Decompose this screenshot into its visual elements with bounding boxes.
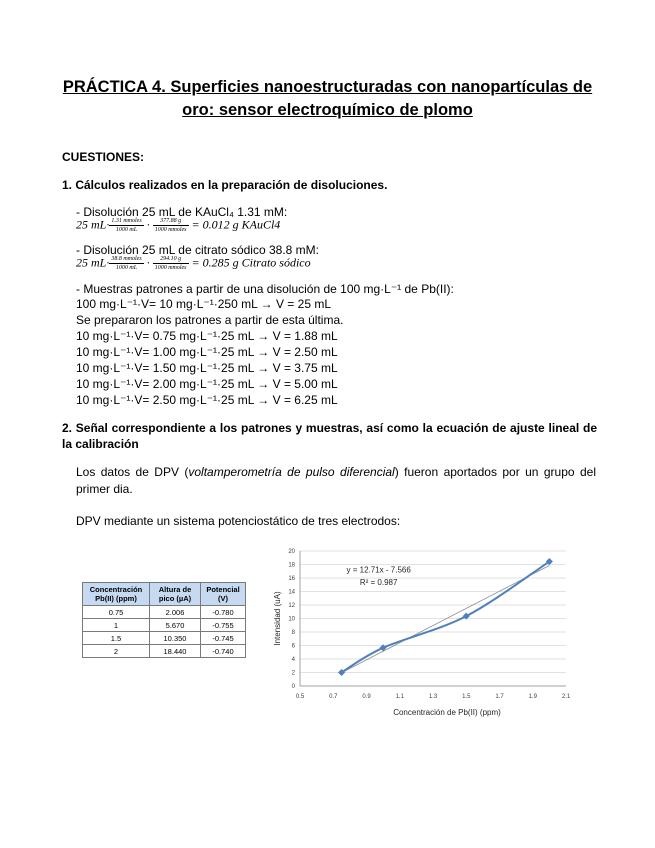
dpv-system-paragraph: DPV mediante un sistema potenciostático de tres electrodos:	[76, 514, 401, 528]
table-cell: 1	[83, 619, 150, 632]
trendline-equation: y = 12.71x - 7.566	[346, 565, 411, 575]
fraction-denominator: 1000 mmoles	[154, 265, 187, 271]
table-header-cell: Potencial (V)	[201, 583, 246, 606]
y-axis-label: Intensidad (uA)	[273, 591, 282, 646]
table-row	[83, 645, 246, 658]
y-tick-label: 4	[291, 657, 295, 663]
fraction-numerator: 377.88 g	[153, 217, 189, 226]
kaucl4-formula-result: = 0.012 g KAuCl4	[191, 217, 281, 232]
y-tick-label: 12	[288, 603, 295, 609]
citrato-formula: 25 mL· $\frac{\text{38.8 mmoles}}{1000 mL}$ · $\frac{294.10 g}{\text{1000 mmoles}}$ = 0.285 g Citrato sódico	[76, 255, 311, 271]
citrato-fraction-1	[109, 255, 143, 272]
fraction-numerator: 294.10 g	[153, 255, 189, 264]
kaucl4-fraction-1	[109, 217, 143, 234]
y-tick-label: 14	[288, 589, 295, 596]
citrato-formula-lead: 25 mL·	[76, 255, 110, 270]
dpv-paragraph-start: Los datos de DPV (	[76, 465, 189, 479]
dilution-line: 100 mg·L⁻¹·V= 10 mg·L⁻¹·250 mL → V = 25 mL	[76, 297, 331, 311]
x-axis-label: Concentración de Pb(II) (ppm)	[393, 708, 501, 717]
y-tick-label: 10	[288, 616, 295, 623]
question-2-heading: 2. Señal correspondiente a los patrones y muestras, así como la ecuación de ajuste lineal de la calibración	[62, 421, 597, 451]
x-tick-label: 0.9	[362, 694, 371, 700]
y-tick-label: 8	[291, 630, 295, 636]
dilution-line: 10 mg·L⁻¹·V= 0.75 mg·L⁻¹·25 mL → V = 1.88 mL	[76, 329, 338, 343]
table-cell: 2.006	[150, 606, 201, 619]
fraction-numerator: 38.8 mmoles	[111, 256, 142, 262]
x-tick-label: 1.1	[395, 694, 404, 700]
dilution-lines	[76, 296, 343, 408]
table-cell: 0.75	[83, 606, 150, 619]
data-table	[82, 582, 246, 658]
x-tick-label: 2.1	[561, 694, 571, 700]
dpv-term: voltamperometría de pulso diferencial	[188, 465, 395, 479]
y-tick-label: 18	[288, 562, 295, 569]
y-tick-label: 2	[291, 670, 295, 677]
x-tick-label: 1.3	[428, 694, 438, 700]
x-tick-label: 1.5	[462, 694, 471, 700]
dilution-line: 10 mg·L⁻¹·V= 1.00 mg·L⁻¹·25 mL → V = 2.50 mL	[76, 345, 338, 359]
kaucl4-formula: 25 mL· $\frac{\text{1.31 mmoles}}{1000 mL}$ · $\frac{377.88 g}{\text{1000 mmoles}}$ = 0.012 g KAuCl4	[76, 217, 281, 233]
kaucl4-label: - Disolución 25 mL de KAuCl₄ 1.31 mM:	[76, 205, 288, 219]
fraction-numerator: 1.31 mmoles	[111, 218, 142, 224]
x-tick-label: 1.7	[495, 694, 504, 700]
question-1-heading: 1. Cálculos realizados en la preparación de disoluciones.	[62, 178, 388, 192]
citrato-formula-result: = 0.285 g Citrato sódico	[191, 255, 311, 270]
table-header-cell: Altura de pico (µA)	[150, 583, 201, 606]
dilution-line: 10 mg·L⁻¹·V= 1.50 mg·L⁻¹·25 mL → V = 3.75 mL	[76, 361, 338, 375]
table-cell: -0.745	[201, 632, 246, 645]
citrato-fraction-2	[153, 255, 189, 272]
table-header-cell: Concentración Pb(II) (ppm)	[83, 583, 150, 606]
dpv-paragraph-end: ) fueron aportados por un grupo del primer dia.	[76, 465, 596, 496]
y-tick-label: 16	[288, 576, 295, 582]
dilution-line: Se prepararon los patrones a partir de esta última.	[76, 313, 344, 327]
table-row	[83, 606, 246, 619]
table-cell: 18.440	[150, 645, 201, 658]
y-tick-label: 20	[288, 549, 295, 555]
table-cell: -0.755	[201, 619, 246, 632]
x-tick-label: 0.7	[329, 694, 338, 700]
fraction-denominator: 1000 mL	[115, 265, 138, 271]
y-tick-label: 6	[291, 643, 295, 650]
patrones-intro: - Muestras patrones a partir de una disolución de 100 mg·L⁻¹ de Pb(II):	[76, 282, 454, 296]
table-cell: 10.350	[150, 632, 201, 645]
table-cell: -0.780	[201, 606, 246, 619]
table-row	[83, 619, 246, 632]
fraction-denominator: 1000 mL	[115, 227, 138, 233]
citrato-label: - Disolución 25 mL de citrato sódico 38.8 mM:	[76, 243, 319, 257]
table-row	[83, 632, 246, 645]
dpv-paragraph	[76, 464, 596, 498]
y-tick-label: 0	[291, 684, 295, 690]
x-tick-label: 0.5	[295, 694, 305, 700]
table-cell: -0.740	[201, 645, 246, 658]
table-header-row	[83, 583, 246, 606]
calibration-chart	[268, 540, 580, 722]
x-tick-label: 1.9	[528, 694, 537, 700]
table-cell: 2	[83, 645, 150, 658]
dilution-line: 10 mg·L⁻¹·V= 2.50 mg·L⁻¹·25 mL → V = 6.25 mL	[76, 393, 338, 407]
kaucl4-formula-lead: 25 mL·	[76, 217, 110, 232]
cuestiones-heading: CUESTIONES:	[62, 150, 145, 164]
page-title: PRÁCTICA 4. Superficies nanoestructuradas con nanopartículas de oro: sensor electroquímico de plomo	[62, 78, 593, 119]
r-squared-label: R² = 0.987	[359, 577, 398, 587]
fraction-denominator: 1000 mmoles	[154, 227, 187, 233]
table-cell: 1.5	[83, 632, 150, 645]
kaucl4-fraction-2	[153, 217, 189, 234]
dilution-line: 10 mg·L⁻¹·V= 2.00 mg·L⁻¹·25 mL → V = 5.00 mL	[76, 377, 338, 391]
table-cell: 5.670	[150, 619, 201, 632]
